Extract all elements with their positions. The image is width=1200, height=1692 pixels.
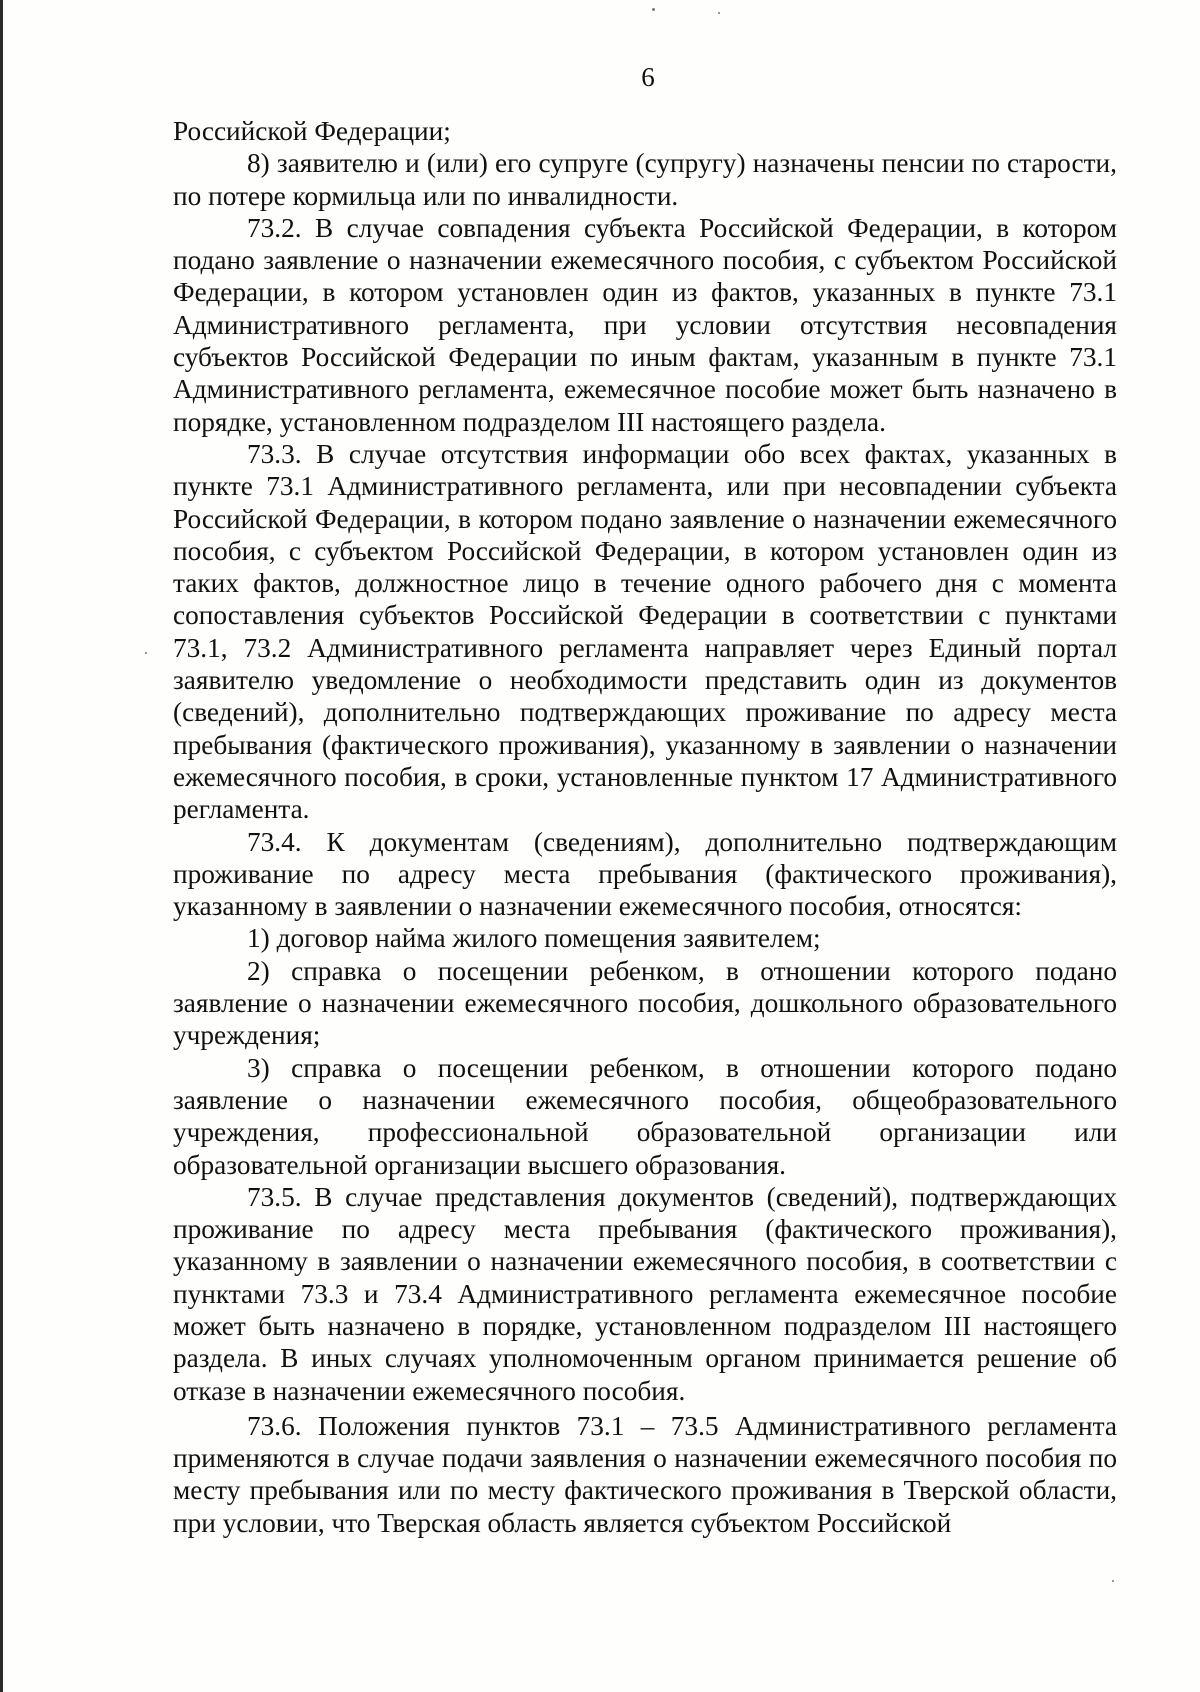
paragraph-item-1: 1) договор найма жилого помещения заявителем;	[247, 923, 821, 954]
paragraph-73-2: 73.2. В случае совпадения субъекта Российской Федерации, в котором подано заявление о назначении ежемесячного пособия, с субъектом Российской Федерации, в котором установлен один из фактов, указанных в пункте 73.1 Административного регламента, при условии отсутствия несовпадения субъектов Российской Федерации по иным фактам, указанным в пункте 73.1 Административного регламента, ежемесячное пособие может быть назначено в порядке, установленном подразделом III настоящего раздела.	[173, 212, 1117, 437]
scan-speck	[718, 12, 720, 14]
document-body	[173, 115, 1117, 1539]
scan-speck	[145, 652, 147, 654]
page-number: 6	[641, 62, 655, 92]
paragraph-continuation: Российской Федерации;	[173, 116, 451, 146]
paragraph-73-6: 73.6. Положения пунктов 73.1 – 73.5 Административного регламента применяются в случае подачи заявления о назначении ежемесячного пособия по месту пребывания или по месту фактического проживания в Тверской области, при условии, что Тверская область является субъектом Российской	[173, 1410, 1117, 1538]
paragraph-73-4: 73.4. К документам (сведениям), дополнительно подтверждающим проживание по адресу места пребывания (фактического проживания), указанному в заявлении о назначении ежемесячного пособия, относятся:	[173, 826, 1117, 922]
scan-left-edge	[0, 0, 3, 1692]
paragraph-item-2: 2) справка о посещении ребенком, в отношении которого подано заявление о назначении ежемесячного пособия, дошкольного образовательного учреждения;	[173, 955, 1117, 1051]
paragraph-item-3: 3) справка о посещении ребенком, в отношении которого подано заявление о назначении ежемесячного пособия, общеобразовательного учреждения, профессиональной образовательной организации или образовательной организации высшего образования.	[173, 1052, 1117, 1180]
paragraph-73-3: 73.3. В случае отсутствия информации обо всех фактах, указанных в пункте 73.1 Административного регламента, или при несовпадении субъекта Российской Федерации, в котором подано заявление о назначении ежемесячного пособия, с субъектом Российской Федерации, в котором установлен один из таких фактов, должностное лицо в течение одного рабочего дня с момента сопоставления субъектов Российской Федерации в соответствии с пунктами 73.1, 73.2 Административного регламента направляет через Единый портал заявителю уведомление о необходимости представить один из документов (сведений), дополнительно подтверждающих проживание по адресу места пребывания (фактического проживания), указанному в заявлении о назначении ежемесячного пособия, в сроки, установленные пунктом 17 Административного регламента.	[173, 438, 1117, 825]
scan-speck	[1112, 1580, 1114, 1582]
paragraph-73-5: 73.5. В случае представления документов (сведений), подтверждающих проживание по адресу места пребывания (фактического проживания), указанному в заявлении о назначении ежемесячного пособия, в соответствии с пунктами 73.3 и 73.4 Административного регламента ежемесячное пособие может быть назначено в порядке, установленном подразделом III настоящего раздела. В иных случаях уполномоченным органом принимается решение об отказе в назначении ежемесячного пособия.	[173, 1181, 1117, 1406]
scan-speck	[652, 8, 655, 11]
paragraph-item-8: 8) заявителю и (или) его супруге (супругу) назначены пенсии по старости, по потере кормильца или по инвалидности.	[173, 148, 1117, 211]
